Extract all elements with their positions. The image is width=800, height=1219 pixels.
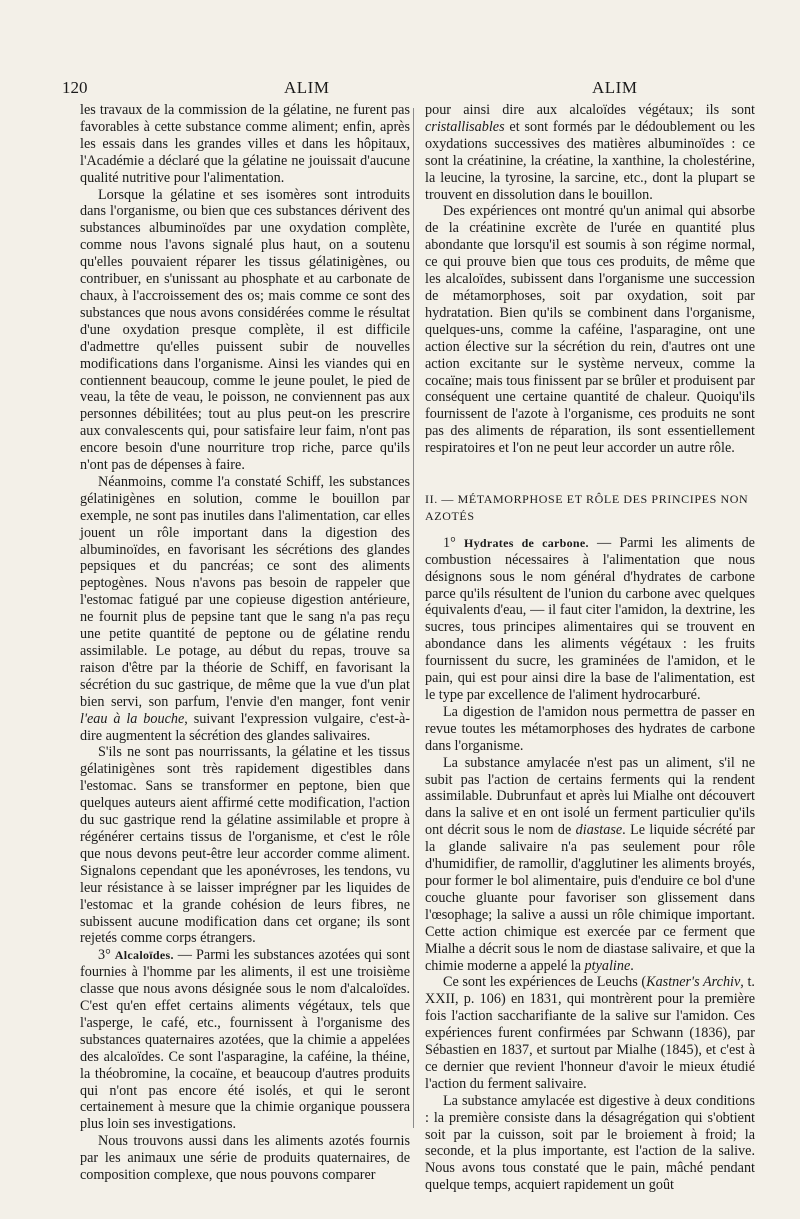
text-run: La substance amylacée n'est pas un aliment, s'il ne subit pas l'action de certains ferments qui la rendent assimilable. Dubrunfaut et après lui Mialhe ont découvert dans la salive et en ont isolé un ferment particulier qu'ils ont décrit sous le nom de (425, 754, 755, 839)
paragraph (425, 535, 755, 704)
left-column (80, 102, 410, 1184)
paragraph: S'ils ne sont pas nourrissants, la gélatine et les tissus gélatinigènes sont très rapidement digestibles dans l'estomac. Sans se transformer en peptone, bien que quelques auteurs aient affirmé cette modification, l'action du suc gastrique rend la gélatine assimilable et propre à régénérer certains tissus de l'organisme, et c'est le rôle que nous devons peut-être leur accorder comme aliment. Signalons cependant que les aponévroses, les tendons, vu leur résistance à se laisser imprégner par les liquides de l'estomac et la grande cohésion de leurs fibres, ne subissent aucune modification dans cet organe; ils sont rejetés comme corps étrangers. (80, 744, 410, 947)
italic-text: diastase (575, 822, 623, 839)
paragraph: La substance amylacée est digestive à deux conditions : la première consiste dans la désagrégation qui s'obtient soit par la cuisson, soit par le broiement à froid; la seconde, et la plus importante, est l'action de la salive. Nous avons tous constaté que le pain, mâché pendant quelque temps, acquiert rapidement un goût (425, 1092, 755, 1194)
paragraph (80, 474, 410, 745)
italic-text: ptyaline (584, 957, 631, 974)
paragraph (425, 974, 755, 1092)
text-run: Ce sont les expériences de Leuchs ( (443, 974, 647, 991)
text-run: et sont formés par le dédoublement ou les oxydations successives des matières albuminoïdes : ce sont la créatinine, la créatine, la xanthine, la cholestérine, la leucine, la tyrosine, la sarcine, etc., dont la plupart se trouvent en dissolution dans le bouillon. (425, 118, 755, 203)
paragraph (425, 102, 755, 203)
section-number: 1° (443, 534, 464, 551)
paragraph (425, 755, 755, 975)
page-header (62, 78, 756, 100)
text-run: Néanmoins, comme l'a constaté Schiff, les substances gélatinigènes en solution, comme le bouillon par exemple, ne sont pas inutiles dans l'alimentation, car elles jouent un rôle important dans la digestion des albuminoïdes, en favorisant les sécrétions des glandes pepsiques et du pancréas; ce sont des aliments peptogènes. Nous n'avons pas besoin de rappeler que l'estomac fatigué par une copieuse digestion antérieure, ne fournit plus de pepsine tant que le sang n'a pas reçu une petite quantité de peptone ou de gélatine rendu assimilable. Le potage, au début du repas, trouve sa raison d'être par la théorie de Schiff, en favorisant la sécrétion du suc gastrique, de même que la vue d'un plat bien servi, son parfum, l'envie d'en manger, font venir (80, 473, 410, 710)
paragraph: Lorsque la gélatine et ses isomères sont introduits dans l'organisme, ou bien que ces substances dérivent des substances albuminoïdes par une oxydation complète, comme nous l'avons signalé plus haut, on a soutenu qu'elles pouvaient réparer les tissus gélatinigènes, ou contribuer, en s'unissant au phosphate et au carbonate de chaux, à l'accroissement des os; mais comme ce sont des substances que nous avons considérées comme le résultat d'une oxydation presque complète, il est difficile d'admettre qu'elles puissent subir de nouvelles modifications dans l'organisme. Ainsi les viandes qui en contiennent beaucoup, comme le jeune poulet, le pied de veau, la tête de veau, le poisson, ne conviennent pas aux personnes débilitées; tout au plus peut-on les prescrire aux convalescents qui, pour satisfaire leur faim, n'ont pas encore besoin d'une nourriture trop riche, parce qu'ils n'ont pas de dépenses à faire. (80, 186, 410, 474)
run-in-heading: Alcaloïdes. (114, 948, 174, 963)
text-run: pour ainsi dire aux alcaloïdes végétaux; ils sont (425, 102, 755, 118)
paragraph: La digestion de l'amidon nous permettra de passer en revue toutes les métamorphoses des hydrates de carbone dans l'organisme. (425, 703, 755, 754)
running-head-left: ALIM (284, 78, 330, 97)
paragraph (80, 947, 410, 1133)
column-divider (413, 108, 414, 1128)
text-run: . Le liquide sécrété par la glande salivaire n'a pas seulement pour rôle d'humidifier, de ramollir, d'agglutiner les aliments broyés, pour former le bol alimentaire, puis d'enduire ce bol d'une couche gluante pour favoriser son glissement dans l'œsophage; la salive a aussi un rôle chimique important. Cette action chimique est exercée par ce ferment que Mialhe a décrit sous le nom de diastase salivaire, et que la chimie moderne a appelé la (425, 822, 756, 974)
running-head-right: ALIM (592, 78, 638, 97)
text-run: , suivant l'expression vulgaire, c'est-à-dire augmentent la sécrétion des glandes salivaires. (80, 710, 410, 744)
right-column (425, 102, 755, 1194)
paragraph: Des expériences ont montré qu'un animal qui absorbe de la créatinine excrète de l'urée en quantité plus abondante que lorsqu'il est soumis à son régime normal, ce qui prouve bien que tous ces produits, de même que les alcaloïdes, subissent dans l'organisme une succession de métamorphoses, soit par oxydation, soit par hydratation. Bien qu'ils se combinent dans l'organisme, quelques-uns, comme la caféine, l'asparagine, ont une action élective sur la sécrétion du rein, d'autres ont une action excitante sur le système nerveux, comme la cocaïne; mais tous finissent par se brûler et produisent par conséquent une certaine quantité de chaleur. Quoiqu'ils fournissent de l'azote à l'organisme, ces produits ne sont pas des aliments de réparation, ils sont essentiellement respiratoires et l'on ne peut leur accorder un autre rôle. (425, 203, 755, 457)
text-run: — Parmi les substances azotées qui sont fournies à l'homme par les aliments, il est une troisième classe que nous avons désignée sous le nom d'alcaloïdes. C'est qu'en effet certains aliments végétaux, tels que l'asperge, le café, etc., fournissent à l'organisme des substances quaternaires azotées, que la chimie a appelées des alcaloïdes. Ce sont l'asparagine, la caféine, la théine, la théobromine, la cocaïne, et beaucoup d'autres produits qui n'ont pas encore été isolés, et qui le seront certainement à mesure que la chimie organique poussera plus loin ses investigations. (80, 947, 410, 1133)
text-run: — Parmi les aliments de combustion nécessaires à l'alimentation que nous désignons sous le nom général d'hydrates de carbone parce qu'ils résultent de l'union du carbone avec quelques équivalents d'eau, — il faut citer l'amidon, la dextrine, les sucres, tous principes alimentaires qui se trouvent en abondance dans les aliments végétaux : les fruits fournissent du sucre, les graminées de l'amidon, et le pain, qui est pour ainsi dire la base de l'alimentation, est le type par excellence de l'aliment hydrocarburé. (425, 534, 755, 703)
page-number: 120 (62, 78, 88, 97)
italic-text: Kastner's Archiv (646, 974, 741, 991)
italic-text: l'eau à la bouche (80, 710, 185, 727)
paragraph: les travaux de la commission de la gélatine, ne furent pas favorables à cette substance comme aliment; enfin, après les essais dans les grandes villes et dans les hôpitaux, l'Académie a déclaré que la gélatine ne jouissait d'aucune qualité nutritive pour l'alimentation. (80, 102, 410, 186)
paragraph: Nous trouvons aussi dans les aliments azotés fournis par les animaux une série de produits quaternaires, de composition complexe, que nous pouvons comparer (80, 1133, 410, 1184)
section-heading: II. — MÉTAMORPHOSE ET RÔLE DES PRINCIPES NON AZOTÉS (425, 492, 749, 523)
text-run: , t. XXII, p. 106) en 1831, qui montrèrent pour la première fois l'action saccharifiante de la salive sur l'amidon. Ces expériences furent confirmées par Schwann (1836), par Sébastien en 1837, et surtout par Mialhe (1845), et c'est à ce dernier que revient l'honneur d'avoir le mieux étudié l'action du ferment salivaire. (425, 974, 755, 1092)
run-in-heading: Hydrates de carbone. (463, 535, 589, 550)
italic-text: cristallisables (425, 118, 505, 135)
text-run: . (630, 957, 634, 974)
section-number: 3° (98, 947, 115, 964)
